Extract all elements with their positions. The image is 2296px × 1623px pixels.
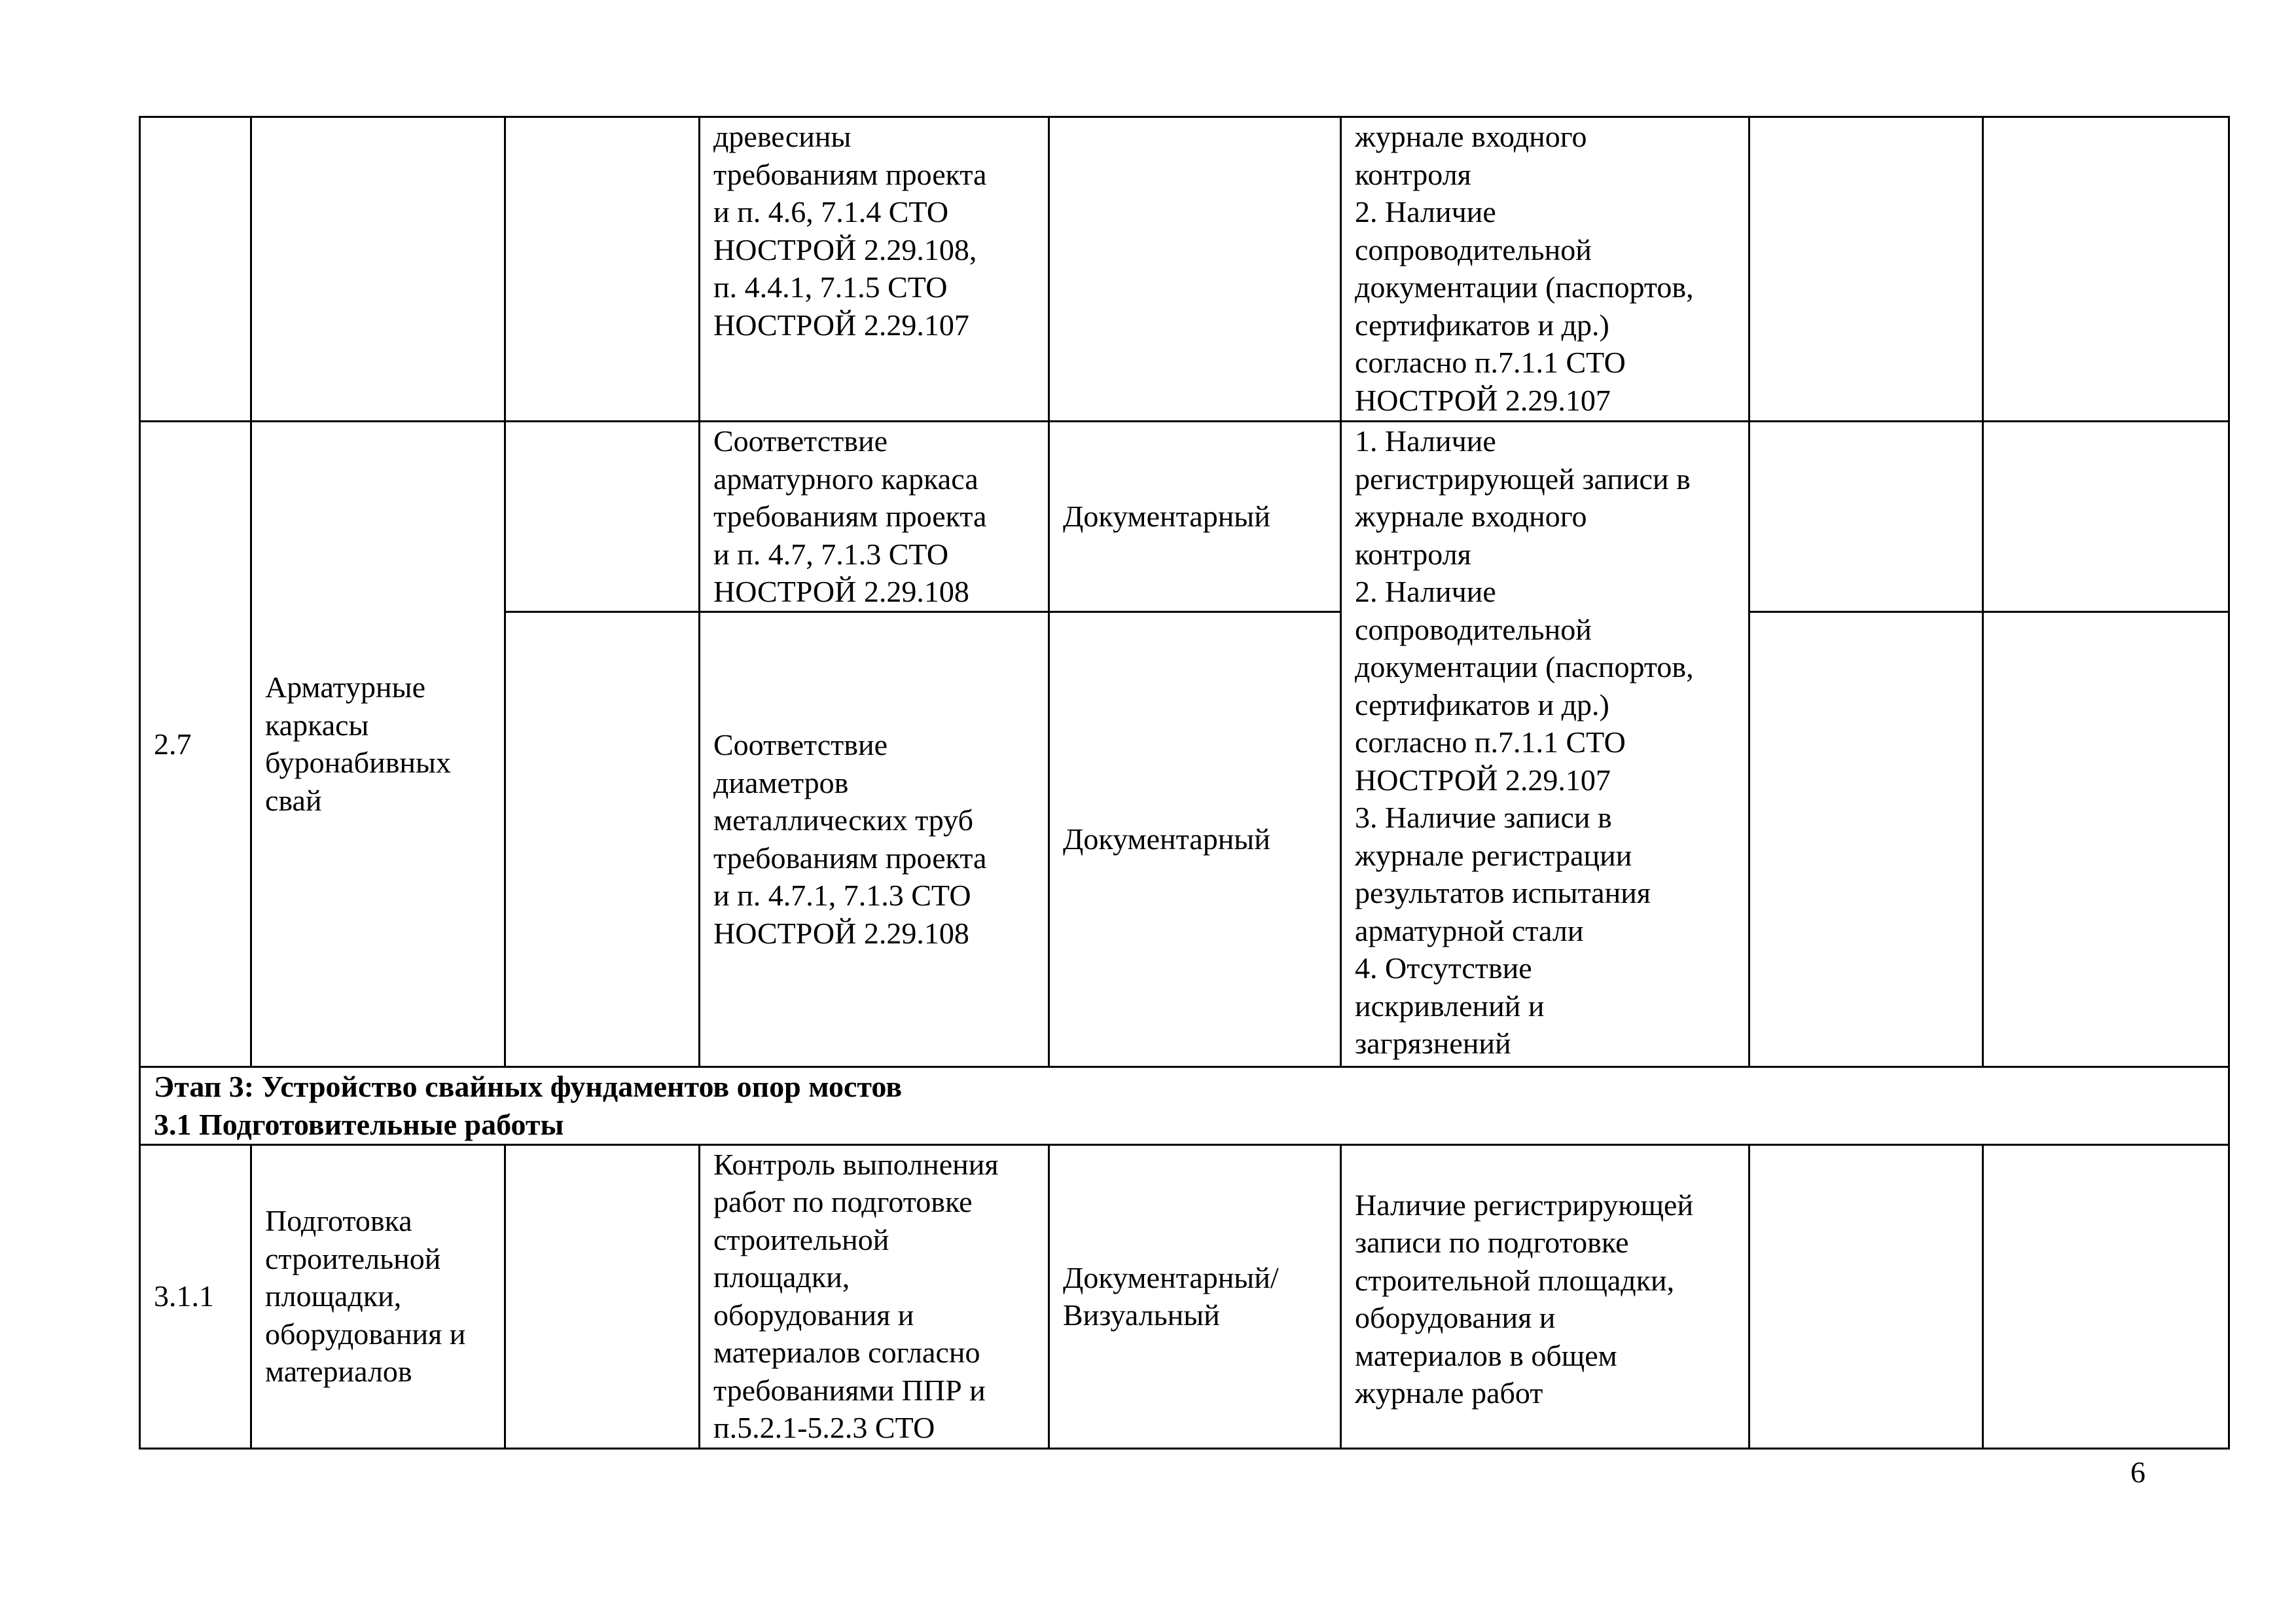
requirement-text: Соответствие арматурного каркаса требованиям проекта и п. 4.7, 7.1.3 СТО НОСТРОЙ 2.29.108 (713, 424, 987, 608)
cell-method (1049, 117, 1341, 422)
cell-empty (1749, 117, 1983, 422)
cell-blank (505, 1144, 700, 1448)
inspection-table (139, 116, 2230, 1450)
cell-name (251, 422, 505, 1067)
cell-method (1049, 1144, 1341, 1448)
row-number: 3.1.1 (154, 1279, 214, 1313)
cell-requirement (700, 611, 1049, 1067)
cell-name (251, 1144, 505, 1448)
cell-empty (1749, 1144, 1983, 1448)
table-row-2-7-a (140, 422, 2229, 612)
cell-blank (505, 117, 700, 422)
cell-empty (1983, 117, 2229, 422)
cell-requirement (700, 422, 1049, 612)
cell-empty (1983, 611, 2229, 1067)
cell-empty (1983, 1144, 2229, 1448)
cell-name (251, 117, 505, 422)
method-text: Документарный (1063, 822, 1270, 856)
cell-result (1341, 117, 1749, 422)
cell-empty (1749, 611, 1983, 1067)
stage-subtitle: 3.1 Подготовительные работы (154, 1107, 564, 1141)
row-name: Подготовка строительной площадки, оборудования и материалов (265, 1204, 466, 1389)
result-text: 1. Наличие регистрирующей записи в журнале входного контроля 2. Наличие сопроводительной документации (паспортов, сертификатов и др.) согласно п.7.1.1 СТО НОСТРОЙ 2.29.107 3. Наличие записи в журнале регистрации результатов испытания арматурной стали 4. Отсутствие искривлений и загрязнений (1355, 424, 1694, 1060)
table-row-3-1-1 (140, 1144, 2229, 1448)
page-number: 6 (2130, 1455, 2145, 1489)
requirement-text: Соответствие диаметров металлических труб требованиям проекта и п. 4.7.1, 7.1.3 СТО НОСТРОЙ 2.29.108 (713, 728, 987, 950)
table-row-stage-heading (140, 1067, 2229, 1144)
cell-empty (1749, 422, 1983, 612)
cell-result (1341, 422, 1749, 1067)
row-number: 2.7 (154, 727, 192, 761)
cell-method (1049, 611, 1341, 1067)
cell-number (140, 117, 251, 422)
cell-method (1049, 422, 1341, 612)
requirement-text: древесины требованиям проекта и п. 4.6, 7.1.4 СТО НОСТРОЙ 2.29.108, п. 4.4.1, 7.1.5 СТО НОСТРОЙ 2.29.107 (713, 120, 987, 342)
row-name: Арматурные каркасы буронабивных свай (265, 670, 451, 817)
cell-requirement (700, 1144, 1049, 1448)
cell-result (1341, 1144, 1749, 1448)
cell-empty (1983, 422, 2229, 612)
table-row-continuation (140, 117, 2229, 422)
stage-heading-cell (140, 1067, 2229, 1144)
cell-number (140, 422, 251, 1067)
cell-number (140, 1144, 251, 1448)
result-text: Наличие регистрирующей записи по подготовке строительной площадки, оборудования и материалов в общем журнале работ (1355, 1188, 1694, 1410)
cell-blank (505, 422, 700, 612)
method-text: Документарный/ Визуальный (1063, 1260, 1279, 1332)
requirement-text: Контроль выполнения работ по подготовке строительной площадки, оборудования и материалов согласно требованиями ППР и п.5.2.1-5.2.3 СТО (713, 1147, 999, 1444)
cell-requirement (700, 117, 1049, 422)
stage-title: Этап 3: Устройство свайных фундаментов опор мостов (154, 1070, 903, 1103)
cell-blank (505, 611, 700, 1067)
result-text: журнале входного контроля 2. Наличие сопроводительной документации (паспортов, сертификатов и др.) согласно п.7.1.1 СТО НОСТРОЙ 2.29.107 (1355, 120, 1694, 417)
method-text: Документарный (1063, 500, 1270, 533)
